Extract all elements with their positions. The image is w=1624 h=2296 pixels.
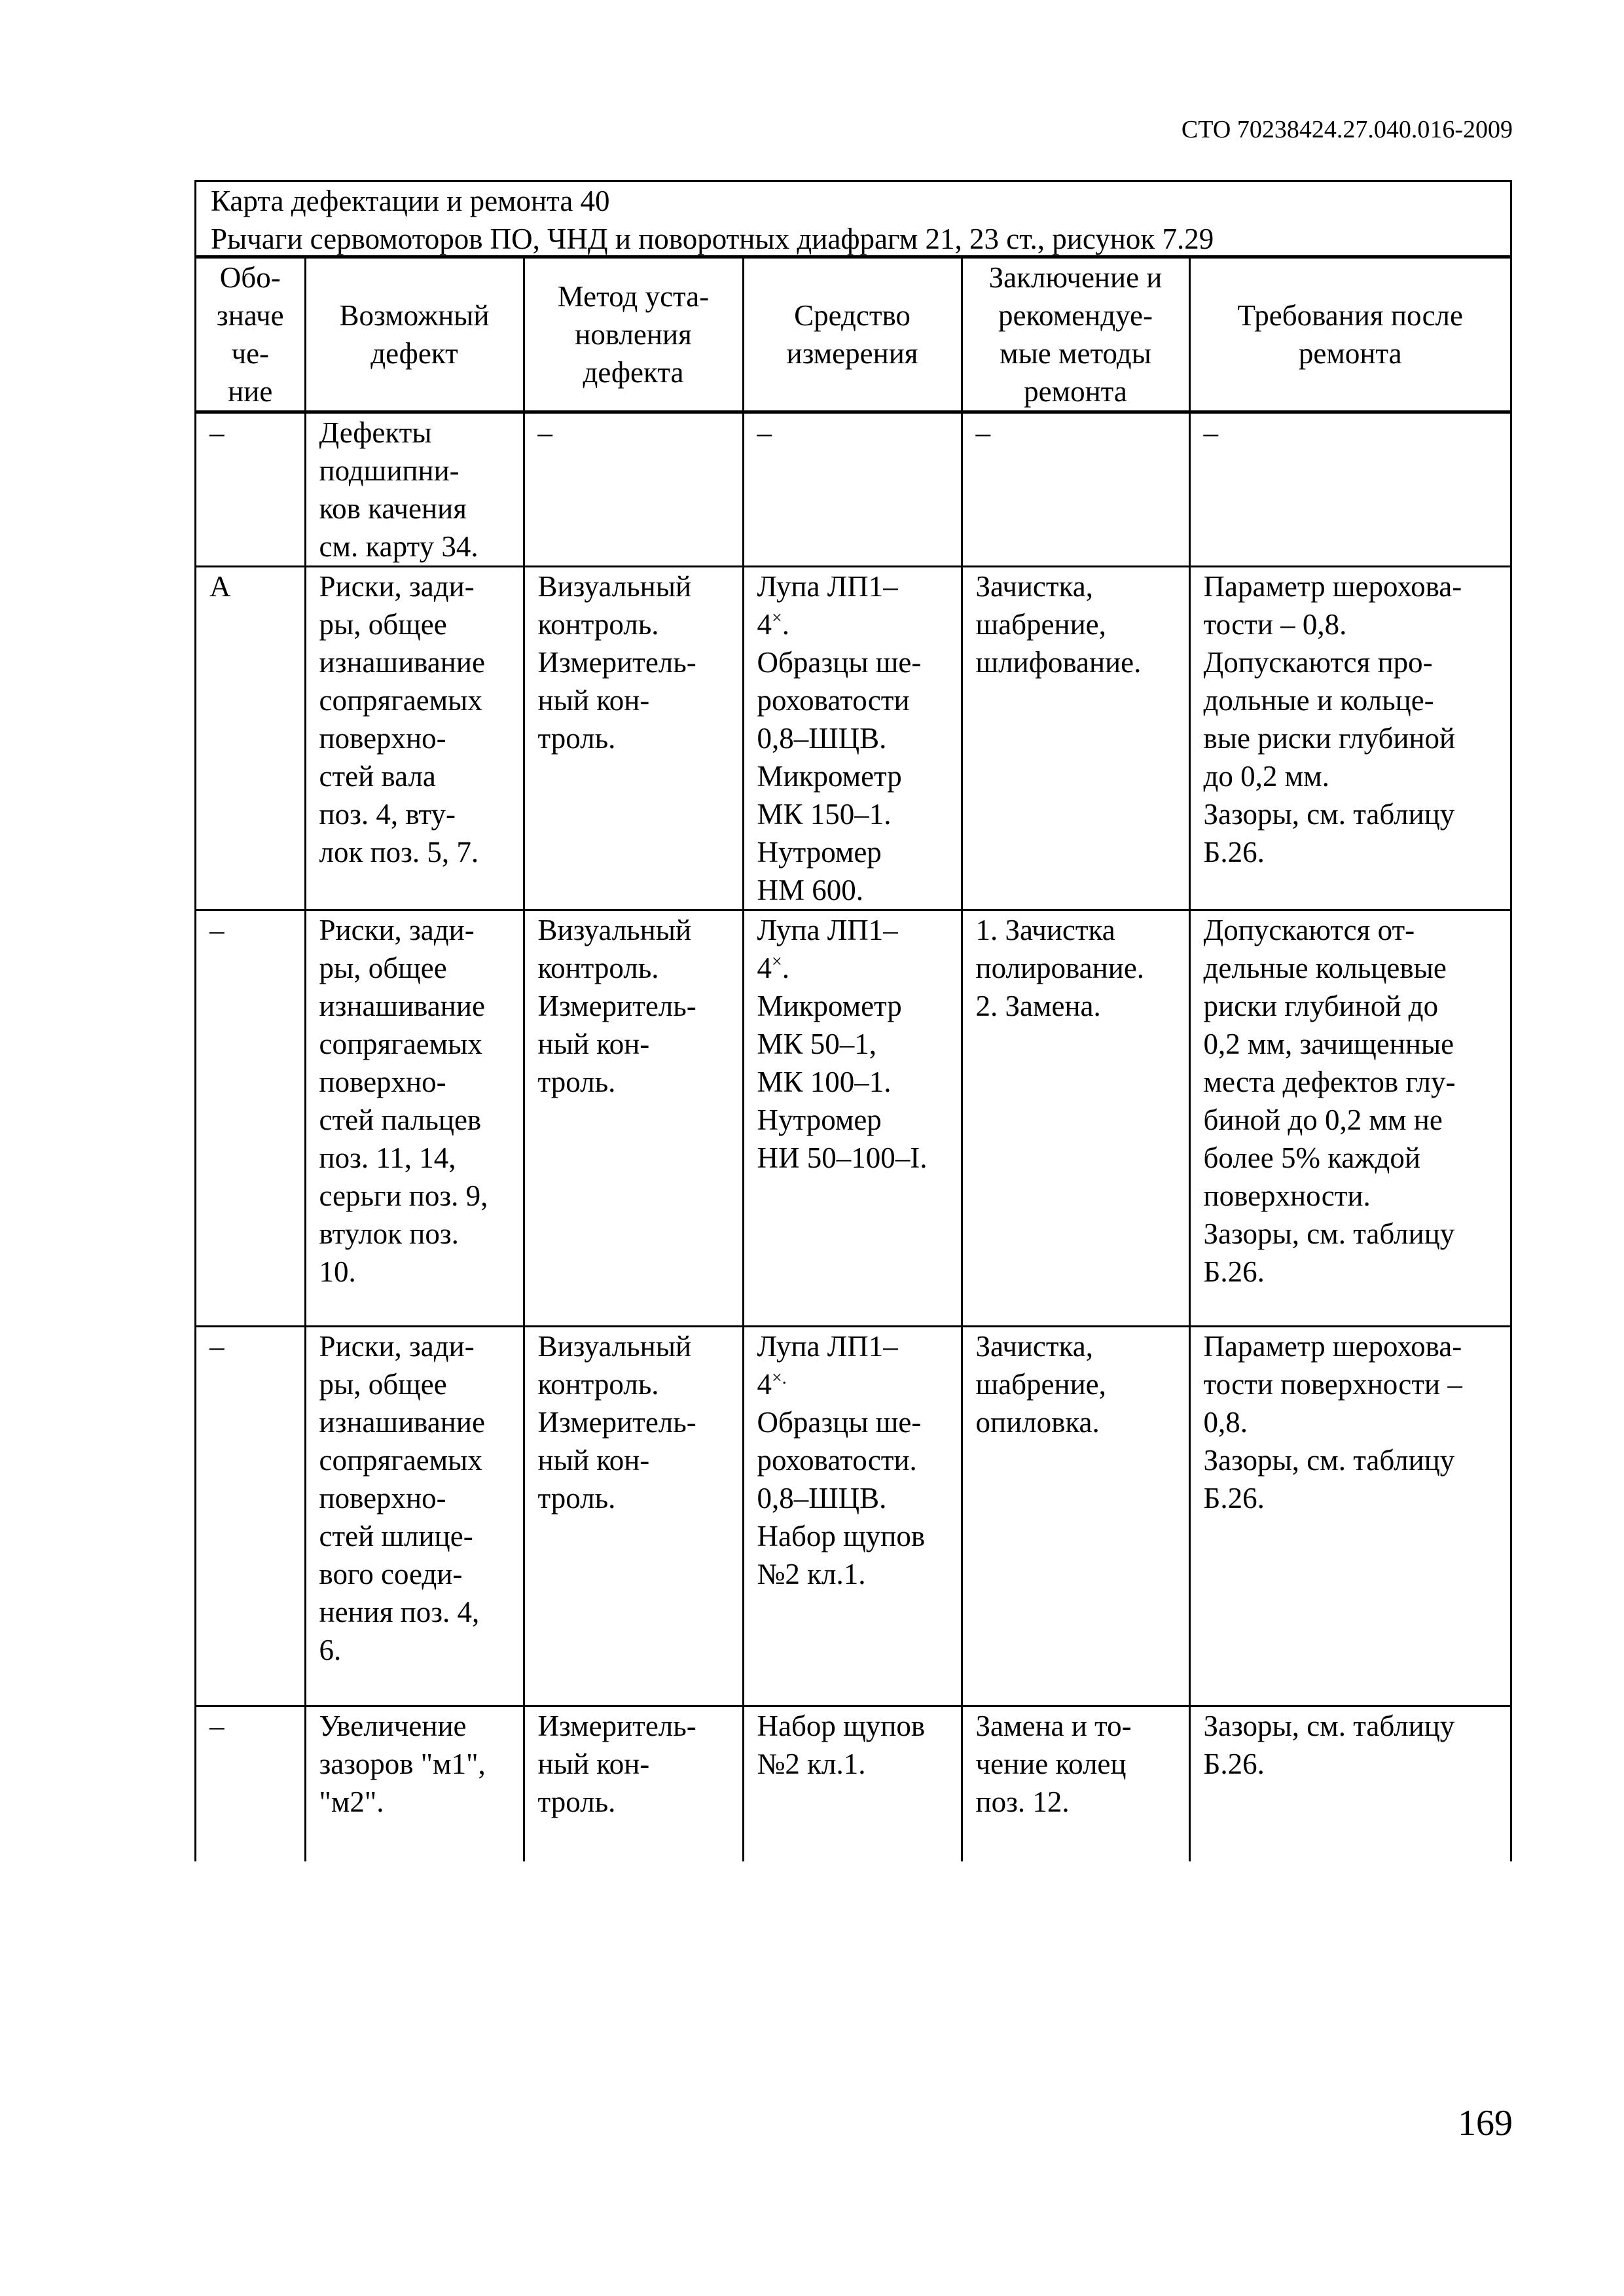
cell-repair: –: [962, 412, 1189, 567]
column-header-requirements: Требования после ремонта: [1189, 259, 1510, 412]
column-header-defect: Возможный дефект: [305, 259, 524, 412]
column-header-repair: Заключение и рекомендуе- мые методы ремонта: [962, 259, 1189, 412]
table-row: [196, 567, 1510, 910]
cell-requirements: Допускаются от- дельные кольцевые риски глубиной до 0,2 мм, зачищенные места дефектов глу- биной до 0,2 мм не более 5% каждой поверхности. Зазоры, см. таблицу Б.26.: [1189, 910, 1510, 1327]
table-row: [196, 412, 1510, 567]
cell-repair: Замена и то- чение колец поз. 12.: [962, 1706, 1189, 1861]
cell-requirements: –: [1189, 412, 1510, 567]
table-header-row: [196, 259, 1510, 412]
instrument-text: Лупа ЛП1– 4: [757, 570, 898, 641]
cell-code: –: [196, 1327, 305, 1706]
cell-requirements: Параметр шерохова- тости – 0,8. Допускаются про- дольные и кольце- вые риски глубиной до 0,2 мм. Зазоры, см. таблицу Б.26.: [1189, 567, 1510, 910]
defect-table: [196, 259, 1510, 1861]
cell-instrument: [743, 1706, 962, 1861]
table-row: [196, 1327, 1510, 1706]
instrument-text-rest: Образцы ше- роховатости. 0,8–ШЦВ. Набор щупов №2 кл.1.: [757, 1406, 926, 1590]
instrument-text: Набор щупов №2 кл.1.: [757, 1710, 926, 1780]
instrument-text-rest: . Микрометр МК 50–1, МК 100–1. Нутромер НИ 50–100–I.: [757, 952, 928, 1174]
instrument-text: –: [757, 416, 772, 449]
column-header-instrument: Средство измерения: [743, 259, 962, 412]
cell-code: –: [196, 910, 305, 1327]
cell-code: –: [196, 412, 305, 567]
magnification-sup: ×.: [772, 1368, 787, 1388]
cell-method: Измеритель- ный кон- троль.: [524, 1706, 743, 1861]
cell-repair: 1. Зачистка полирование. 2. Замена.: [962, 910, 1189, 1327]
card-title: Карта дефектации и ремонта 40: [211, 185, 610, 217]
table-row: [196, 1706, 1510, 1861]
cell-code: А: [196, 567, 305, 910]
defect-repair-card: [194, 180, 1512, 1861]
document-code: СТО 70238424.27.040.016-2009: [1181, 116, 1513, 143]
page-number: 169: [1458, 2103, 1513, 2144]
cell-defect: Риски, зади- ры, общее изнашивание сопрягаемых поверхно- стей пальцев поз. 11, 14, серьги поз. 9, втулок поз. 10.: [305, 910, 524, 1327]
cell-method: –: [524, 412, 743, 567]
cell-method: Визуальный контроль. Измеритель- ный кон- троль.: [524, 1327, 743, 1706]
instrument-text: Лупа ЛП1– 4: [757, 914, 898, 984]
magnification-sup: ×: [772, 608, 782, 628]
cell-method: Визуальный контроль. Измеритель- ный кон- троль.: [524, 910, 743, 1327]
cell-method: Визуальный контроль. Измеритель- ный кон- троль.: [524, 567, 743, 910]
cell-requirements: Параметр шерохова- тости поверхности – 0,8. Зазоры, см. таблицу Б.26.: [1189, 1327, 1510, 1706]
card-header: [196, 182, 1510, 259]
magnification-sup: ×: [772, 952, 782, 972]
card-subtitle: Рычаги сервомоторов ПО, ЧНД и поворотных диафрагм 21, 23 ст., рисунок 7.29: [211, 223, 1214, 255]
cell-requirements: Зазоры, см. таблицу Б.26.: [1189, 1706, 1510, 1861]
table-row: [196, 910, 1510, 1327]
cell-defect: Увеличение зазоров "м1", "м2".: [305, 1706, 524, 1861]
cell-instrument: [743, 567, 962, 910]
cell-instrument: [743, 412, 962, 567]
cell-defect: Дефекты подшипни- ков качения см. карту 34.: [305, 412, 524, 567]
cell-repair: Зачистка, шабрение, опиловка.: [962, 1327, 1189, 1706]
column-header-method: Метод уста- новления дефекта: [524, 259, 743, 412]
cell-code: –: [209, 1710, 225, 1742]
instrument-text: Лупа ЛП1– 4: [757, 1330, 898, 1401]
column-header-code: Обо- значе че- ние: [196, 259, 305, 412]
instrument-text-rest: . Образцы ше- роховатости 0,8–ШЦВ. Микрометр МК 150–1. Нутромер НМ 600.: [757, 608, 922, 906]
cell-instrument: [743, 910, 962, 1327]
cell-defect: Риски, зади- ры, общее изнашивание сопрягаемых поверхно- стей шлице- вого соеди- нения поз. 4, 6.: [305, 1327, 524, 1706]
cell-defect: Риски, зади- ры, общее изнашивание сопрягаемых поверхно- стей вала поз. 4, вту- лок поз. 5, 7.: [305, 567, 524, 910]
cell-repair: Зачистка, шабрение, шлифование.: [962, 567, 1189, 910]
cell-instrument: [743, 1327, 962, 1706]
